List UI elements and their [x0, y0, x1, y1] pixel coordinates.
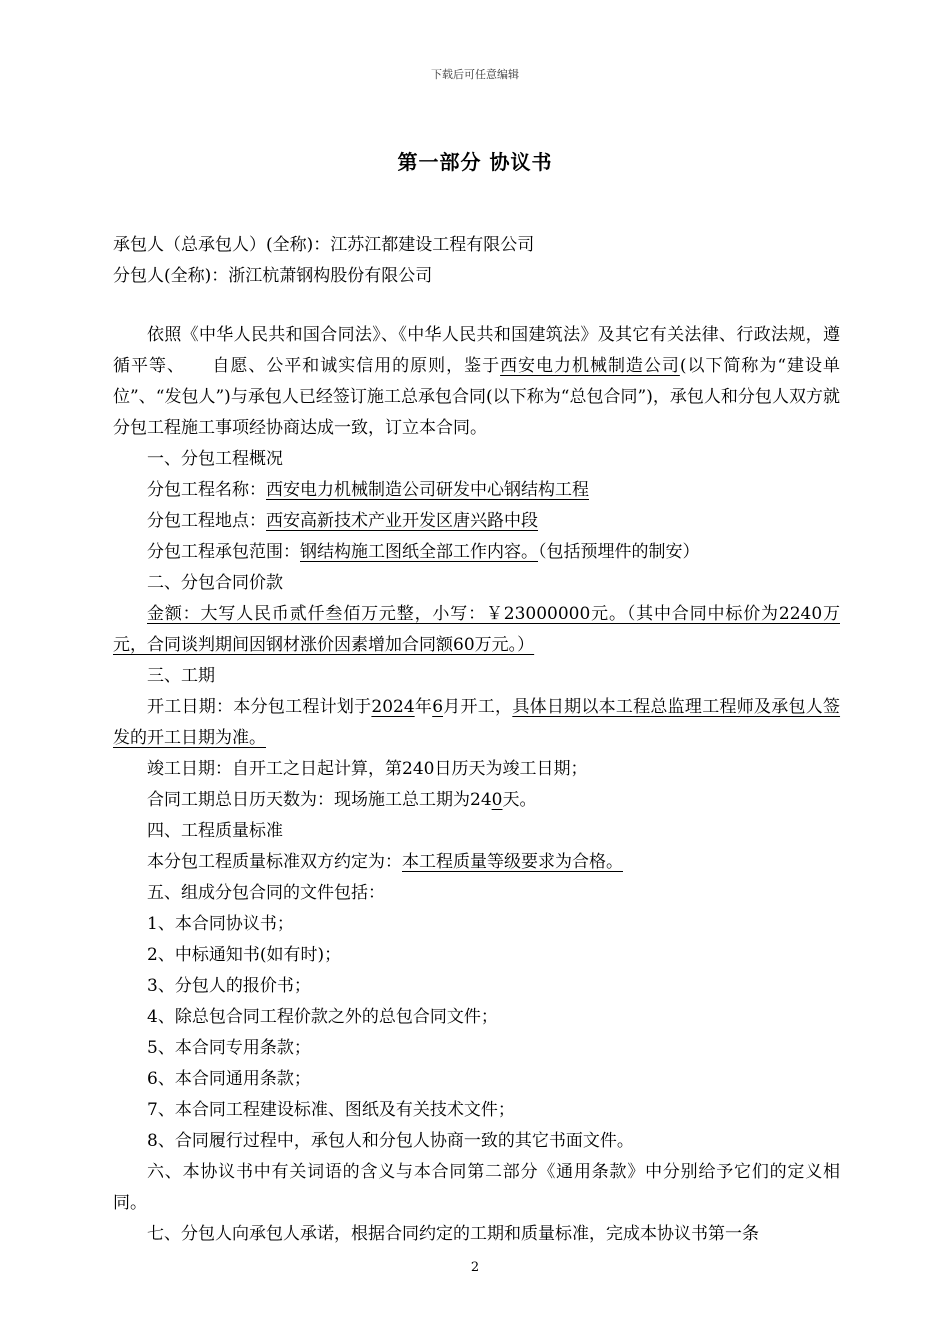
- list-item: 8、合同履行过程中，承包人和分包人协商一致的其它书面文件。: [147, 1131, 634, 1151]
- list-item: 7、本合同工程建设标准、图纸及有关技术文件；: [147, 1100, 515, 1120]
- month-unit: 月开工，: [443, 697, 513, 717]
- list-item: 2、中标通知书(如有时)；: [147, 945, 342, 965]
- page-number: 2: [470, 1260, 480, 1275]
- project-scope-value: 钢结构施工图纸全部工作内容。: [300, 542, 538, 562]
- total-duration-text: 合同工期总日历天数为：现场施工总工期为24: [147, 790, 492, 810]
- section-7-paragraph: 七、分包人向承包人承诺，根据合同约定的工期和质量标准，完成本协议书第一条: [147, 1224, 759, 1244]
- document-body: [113, 230, 840, 1250]
- section-1-heading: 一、分包工程概况: [147, 449, 283, 469]
- section-4-heading: 四、工程质量标准: [147, 821, 283, 841]
- project-scope-label: 分包工程承包范围：: [147, 542, 300, 562]
- contract-amount-line: [113, 599, 840, 661]
- intro-text-after: (以下简称为“建设单位”、“发包人”)与承包人已经签订施工总承包合同(以下称为“总包合同”)，承包人和分包人双方就分包工程施工事项经协商达成一致，订立本合同。: [113, 356, 841, 438]
- project-site-label: 分包工程地点：: [147, 511, 266, 531]
- start-year: 2024: [371, 697, 415, 717]
- start-date-condition: 具体日期以本工程总监理工程师及承包人签发的开工日期为准。: [113, 697, 841, 748]
- project-site-value: 西安高新技术产业开发区唐兴路中段: [266, 511, 538, 531]
- total-duration-unit: 天。: [502, 790, 537, 810]
- contract-amount: 金额：大写人民币贰仟叁佰万元整，小写：￥23000000元。（其中合同中标价为2240万元，合同谈判期间因钢材涨价因素增加合同额60万元。）: [113, 604, 840, 655]
- project-scope-line: [113, 537, 840, 568]
- owner-name: 西安电力机械制造公司: [500, 356, 680, 376]
- project-site-line: [113, 506, 840, 537]
- project-name-line: [113, 475, 840, 506]
- start-date-line: [113, 692, 840, 754]
- start-month: 6: [432, 697, 444, 717]
- spacer: [113, 292, 840, 320]
- project-scope-note: （包括预埋件的制安）: [538, 542, 700, 562]
- contractor-line: 承包人（总承包人）(全称)：江苏江都建设工程有限公司: [113, 235, 535, 255]
- page-title: 第一部分 协议书: [397, 150, 553, 174]
- section-2-heading: 二、分包合同价款: [147, 573, 283, 593]
- page-header: 下载后可任意编辑: [431, 68, 519, 81]
- list-item: 6、本合同通用条款；: [147, 1069, 311, 1089]
- project-name-value: 西安电力机械制造公司研发中心钢结构工程: [266, 480, 589, 500]
- list-item: 4、除总包合同工程价款之外的总包合同文件；: [147, 1007, 498, 1027]
- total-duration-digit: 0: [491, 790, 503, 810]
- subcontractor-line: 分包人(全称)：浙江杭萧钢构股份有限公司: [113, 266, 433, 286]
- project-name-label: 分包工程名称：: [147, 480, 266, 500]
- quality-label: 本分包工程质量标准双方约定为：: [147, 852, 402, 872]
- start-date-text: 开工日期：本分包工程计划于: [147, 697, 372, 717]
- section-5-heading: 五、组成分包合同的文件包括：: [147, 883, 385, 903]
- intro-paragraph: [113, 320, 840, 444]
- total-duration-line: [113, 785, 840, 816]
- quality-value: 本工程质量等级要求为合格。: [402, 852, 623, 872]
- list-item: 3、分包人的报价书；: [147, 976, 311, 996]
- section-3-heading: 三、工期: [147, 666, 215, 686]
- intro-text-before: 依照《中华人民共和国合同法》、《中华人民共和国建筑法》及其它有关法律、行政法规，遵循平等、 自愿、公平和诚实信用的原则，鉴于: [113, 325, 840, 376]
- list-item: 5、本合同专用条款；: [147, 1038, 311, 1058]
- section-6-paragraph: 六、本协议书中有关词语的含义与本合同第二部分《通用条款》中分别给予它们的定义相同。: [113, 1162, 840, 1213]
- list-item: 1、本合同协议书；: [147, 914, 294, 934]
- year-unit: 年: [414, 697, 433, 717]
- finish-date-line: 竣工日期：自开工之日起计算，第240日历天为竣工日期；: [147, 759, 588, 779]
- quality-line: [113, 847, 840, 878]
